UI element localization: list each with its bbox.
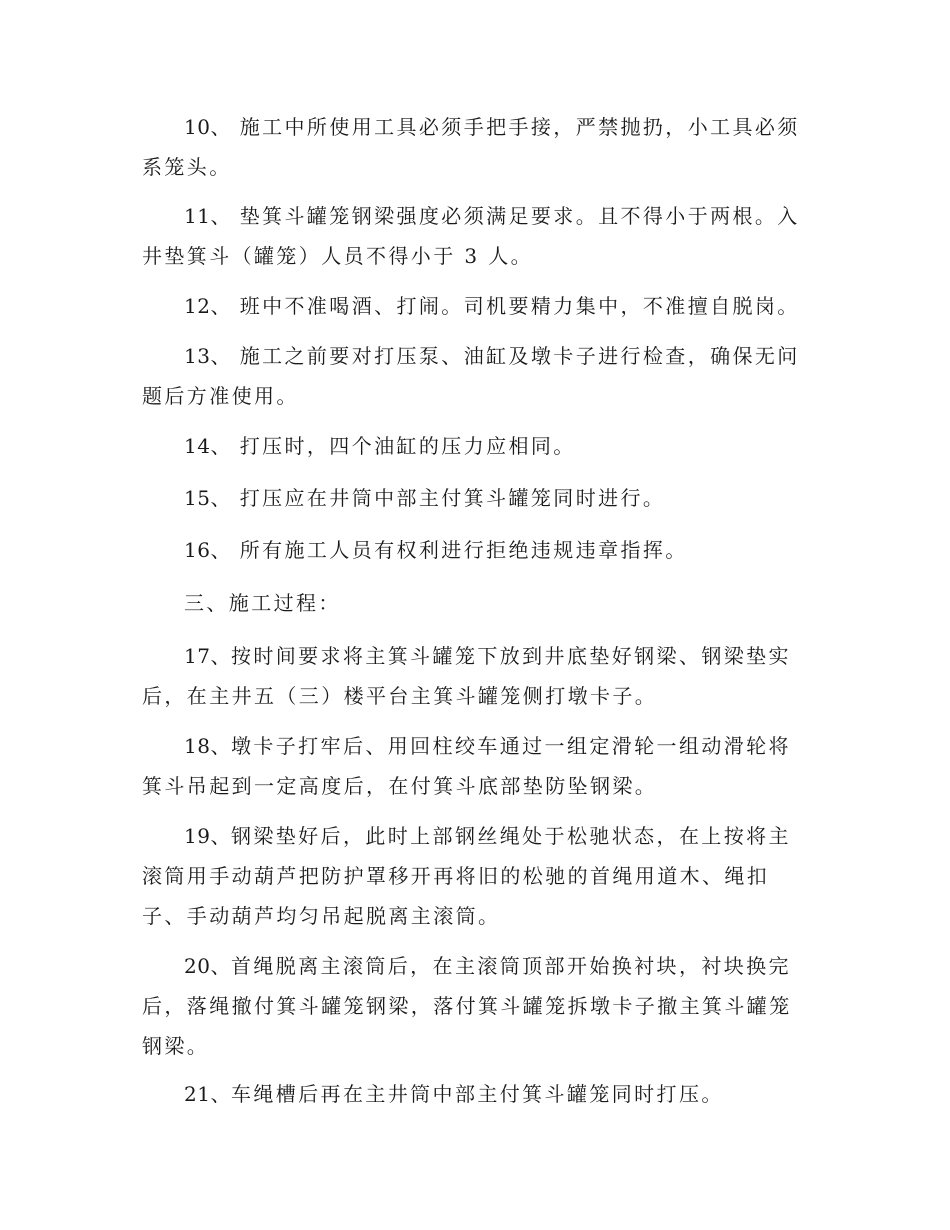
- paragraph-10: [142, 107, 808, 187]
- item-text: 墩卡子打牢后、用回柱绞车通过一组定滑轮一组动滑轮将箕斗吊起到一定高度后，在付箕斗底部垫防坠钢梁。: [142, 734, 791, 798]
- item-text: 车绳槽后再在主井筒中部主付箕斗罐笼同时打压。: [230, 1082, 724, 1106]
- item-number: 16、: [184, 538, 231, 562]
- item-text: 打压应在井筒中部主付箕斗罐笼同时进行。: [230, 486, 666, 510]
- item-text: 打压时，四个油缸的压力应相同。: [230, 434, 576, 458]
- section-heading: [142, 583, 808, 623]
- item-text: 班中不准喝酒、打闹。司机要精力集中，不准擅自脱岗。: [230, 294, 800, 318]
- item-number: 21、: [184, 1082, 231, 1106]
- item-number: 13、: [184, 344, 231, 368]
- item-text: 钢梁垫好后，此时上部钢丝绳处于松驰状态，在上按将主滚筒用手动葫芦把防护罩移开再将旧的松驰的首绳用道木、绳扣子、手动葫芦均匀吊起脱离主滚筒。: [142, 824, 791, 928]
- item-number: 19、: [184, 824, 231, 848]
- paragraph-19: [142, 816, 808, 936]
- item-number: 17、: [184, 644, 231, 668]
- paragraph-18: [142, 726, 808, 806]
- item-number: 15、: [184, 486, 231, 510]
- item-number: 18、: [184, 734, 231, 758]
- item-number: 20、: [184, 954, 231, 978]
- paragraph-13: [142, 336, 808, 416]
- paragraph-15: [142, 478, 808, 518]
- paragraph-17: [142, 636, 808, 716]
- paragraph-20: [142, 946, 808, 1066]
- item-text: 施工之前要对打压泵、油缸及墩卡子进行检查，确保无问题后方准使用。: [142, 344, 800, 408]
- item-text: 首绳脱离主滚筒后，在主滚筒顶部开始换衬块，衬块换完后，落绳撤付箕斗罐笼钢梁，落付箕斗罐笼拆墩卡子撤主箕斗罐笼钢梁。: [142, 954, 792, 1058]
- paragraph-21: [142, 1074, 808, 1114]
- paragraph-16: [142, 530, 808, 570]
- item-number: 10、: [184, 115, 231, 139]
- paragraph-14: [142, 426, 808, 466]
- item-number: 11、: [184, 204, 231, 228]
- item-text: 垫箕斗罐笼钢梁强度必须满足要求。且不得小于两根。入井垫箕斗（罐笼）人员不得小于 3 人。: [142, 204, 800, 268]
- item-number: 12、: [184, 294, 231, 318]
- paragraph-11: [142, 196, 808, 276]
- item-text: 按时间要求将主箕斗罐笼下放到井底垫好钢梁、钢梁垫实后，在主井五（三）楼平台主箕斗罐笼侧打墩卡子。: [142, 644, 791, 708]
- item-text: 施工中所使用工具必须手把手接，严禁抛扔，小工具必须系笼头。: [142, 115, 800, 179]
- item-text: 所有施工人员有权利进行拒绝违规违章指挥。: [230, 538, 688, 562]
- heading-text: 三、施工过程：: [184, 591, 341, 615]
- paragraph-12: [142, 286, 808, 326]
- item-number: 14、: [184, 434, 231, 458]
